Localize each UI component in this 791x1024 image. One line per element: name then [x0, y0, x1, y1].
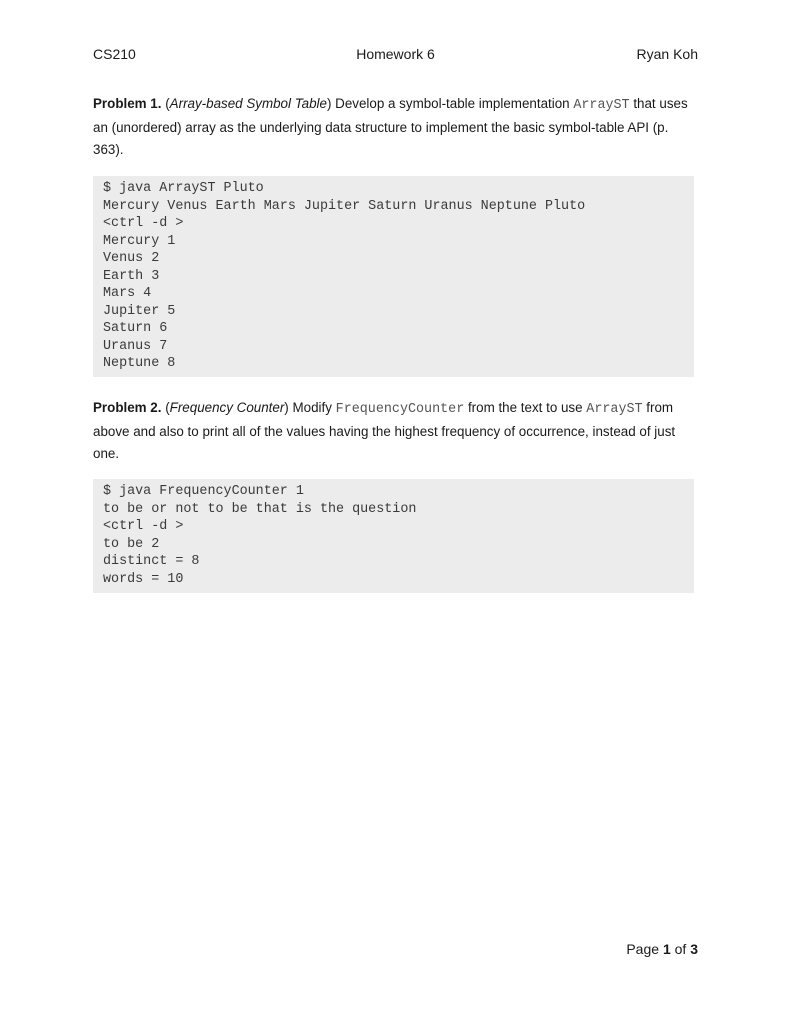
author-name: Ryan Koh — [636, 46, 698, 62]
output-line: Earth 3 — [103, 268, 160, 284]
output-line: $ java ArrayST Pluto — [103, 181, 264, 196]
output-line: Neptune 8 — [103, 356, 176, 371]
page-footer: Page 1 of 3 — [626, 941, 698, 957]
output-line: Mars 4 — [103, 286, 152, 301]
output-line: Saturn 6 — [103, 321, 168, 336]
output-line: words = 10 — [103, 571, 184, 587]
document-title: Homework 6 — [356, 46, 435, 62]
output-line: <ctrl -d > — [103, 216, 184, 231]
course-code: CS210 — [93, 46, 136, 62]
output-line: <ctrl -d > — [103, 519, 184, 534]
output-line: Uranus 7 — [103, 338, 168, 354]
class-name-code: FrequencyCounter — [335, 402, 465, 417]
class-name-code: ArrayST — [586, 402, 643, 417]
problem-1-label: Problem 1. — [93, 96, 162, 111]
output-line: to be 2 — [103, 536, 160, 552]
problem-1-statement: Problem 1. (Array-based Symbol Table) Develop a symbol-table implementation ArrayST that uses an (unordered) array as the underlying data structure to implement the basic symbol-table API (p. 363). — [93, 96, 688, 157]
problem-2-output-block — [93, 479, 694, 593]
problem-1-topic: Array-based Symbol Table — [169, 96, 327, 111]
output-line: Jupiter 5 — [103, 303, 176, 319]
output-line: distinct = 8 — [103, 554, 200, 569]
output-line: Mercury Venus Earth Mars Jupiter Saturn Uranus Neptune Pluto — [103, 198, 586, 214]
problem-2-label: Problem 2. — [93, 400, 162, 415]
output-line: Venus 2 — [103, 251, 160, 266]
page-header — [93, 46, 698, 66]
problem-2-statement: Problem 2. (Frequency Counter) Modify FrequencyCounter from the text to use ArrayST from above and also to print all of the values having the highest frequency of occurrence, instead of just one. — [93, 400, 676, 461]
problem-1-output-block — [93, 176, 694, 377]
class-name-code: ArrayST — [573, 98, 630, 113]
output-line: $ java FrequencyCounter 1 — [103, 484, 304, 499]
output-line: to be or not to be that is the question — [103, 501, 417, 517]
output-line: Mercury 1 — [103, 233, 176, 249]
problem-2-topic: Frequency Counter — [169, 400, 285, 415]
